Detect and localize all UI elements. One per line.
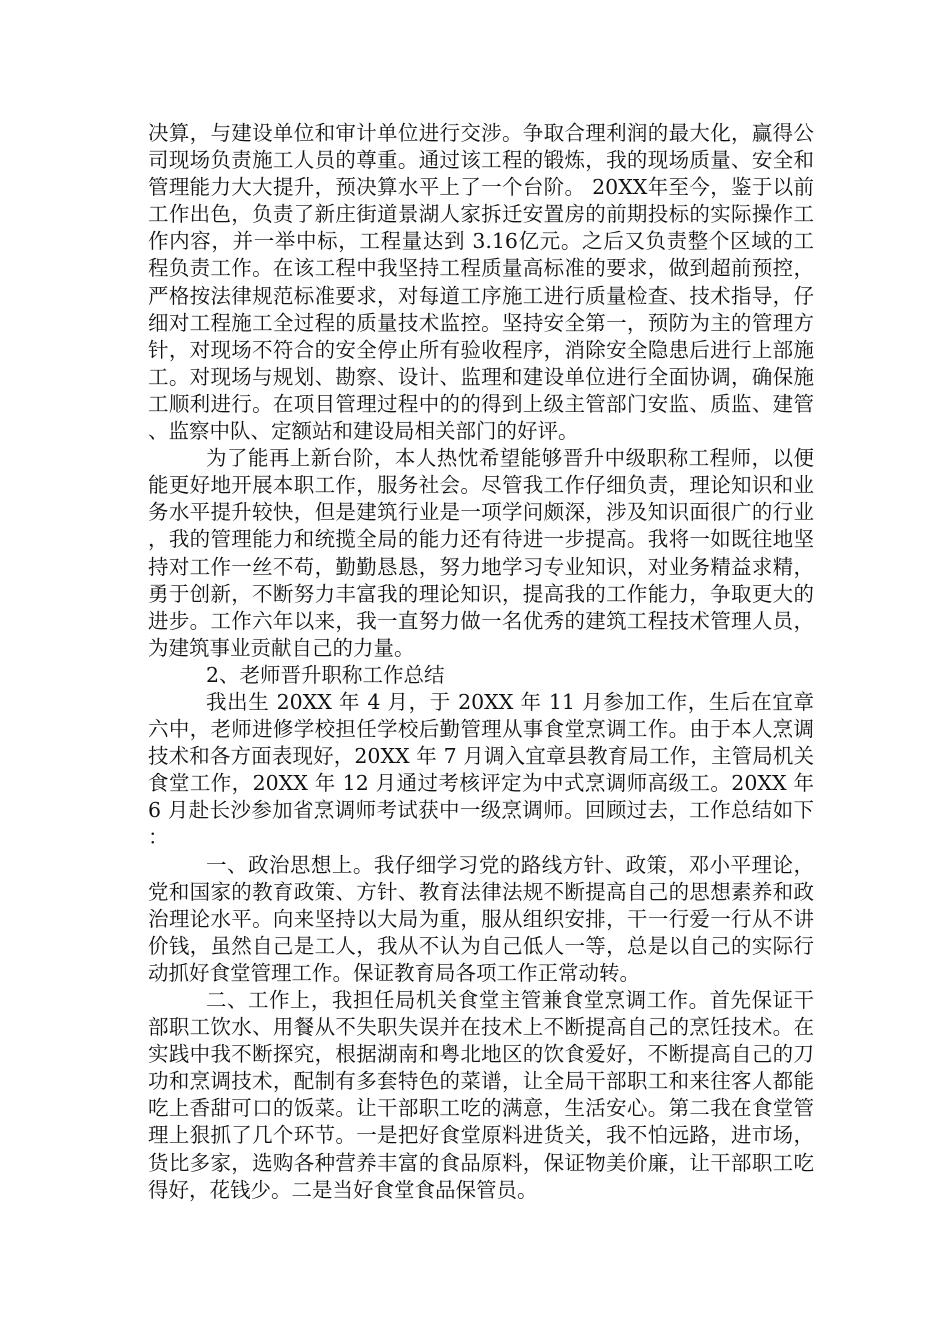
paragraph-5: 一、政治思想上。我仔细学习党的路线方针、政策，邓小平理论，党和国家的教育政策、方针、教育法律法规不断提高自己的思想素养和政治理论水平。向来坚持以大局为重，服从组织安排，干一行爱一行从不讲价钱，虽然自己是工人，我从不认为自己低人一等，总是以自己的实际行动抓好食堂管理工作。保证教育局各项工作正常动转。 [148, 852, 814, 985]
paragraph-6: 二、工作上，我担任局机关食堂主管兼食堂烹调工作。首先保证干部职工饮水、用餐从不失职失误并在技术上不断提高自己的烹饪技术。在实践中我不断探究，根据湖南和粤北地区的饮食爱好，不断提高自己的刀功和烹调技术，配制有多套特色的菜谱，让全局干部职工和来往客人都能吃上香甜可口的饭菜。让干部职工吃的满意，生活安心。第二我在食堂管理上狠抓了几个环节。一是把好食堂原料进货关，我不怕远路，进市场，货比多家，选购各种营养丰富的食品原料，保证物美价廉，让干部职工吃得好，花钱少。二是当好食堂食品保管员。 [148, 988, 814, 1202]
section-heading: 2、老师晋升职称工作总结 [206, 662, 445, 687]
paragraph-1: 决算，与建设单位和审计单位进行交涉。争取合理利润的最大化，赢得公司现场负责施工人员的尊重。通过该工程的锻炼，我的现场质量、安全和管理能力大大提升，预决算水平上了一个台阶。 20XX年至今，鉴于以前工作出色，负责了新庄街道景湖人家拆迁安置房的前期投标的实际操作工作内容，并一举中标，工程量达到 3.16亿元。之后又负责整个区域的工程负责工作。在该工程中我坚持工程质量高标准的要求，做到超前预控，严格按法律规范标准要求，对每道工序施工进行质量检查、技术指导，仔细对工程施工全过程的质量技术监控。坚持安全第一，预防为主的管理方针，对现场不符合的安全停止所有验收程序，消除安全隐患后进行上部施工。对现场与规划、勘察、设计、监理和建设单位进行全面协调，确保施工顺利进行。在项目管理过程中的的得到上级主管部门安监、质监、建管、监察中队、定额站和建设局相关部门的好评。 [148, 121, 814, 444]
document-page [148, 120, 814, 1204]
paragraph-2: 为了能再上新台阶，本人热忱希望能够晋升中级职称工程师，以便能更好地开展本职工作，服务社会。尽管我工作仔细负责，理论知识和业务水平提升较快，但是建筑行业是一项学问颇深，涉及知识面很广的行业，我的管理能力和统揽全局的能力还有待进一步提高。我将一如既往地坚持对工作一丝不苟，勤勤恳恳，努力地学习专业知识，对业务精益求精，勇于创新，不断努力丰富我的理论知识，提高我的工作能力，争取更大的进步。工作六年以来，我一直努力做一名优秀的建筑工程技术管理人员，为建筑事业贡献自己的力量。 [148, 446, 814, 660]
paragraph-4: 我出生 20XX 年 4 月，于 20XX 年 11 月参加工作，生后在宜章六中，老师进修学校担任学校后勤管理从事食堂烹调工作。由于本人烹调技术和各方面表现好，20XX 年 7 月调入宜章县教育局工作，主管局机关食堂工作，20XX 年 12 月通过考核评定为中式烹调师高级工。20XX 年 6 月赴长沙参加省烹调师考试获中一级烹调师。回顾过去，工作总结如下： [148, 689, 814, 850]
